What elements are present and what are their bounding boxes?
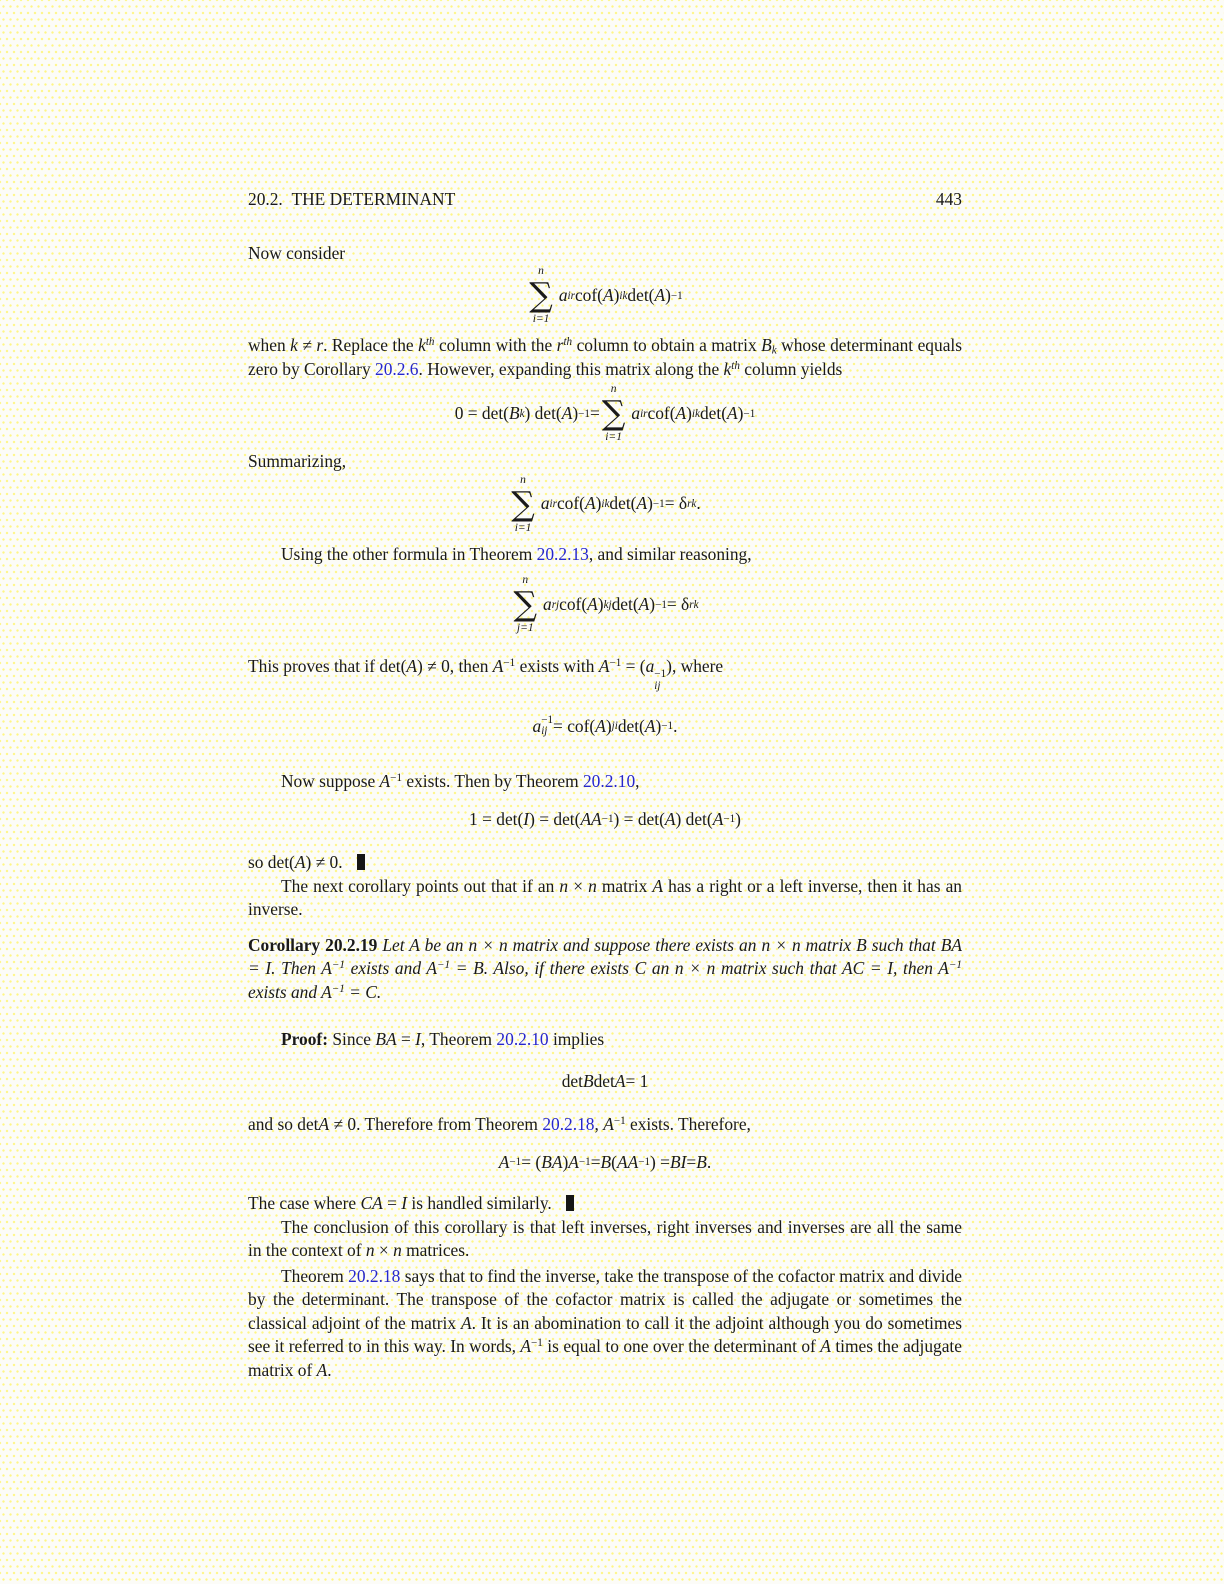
sup-sub-stack: −1 ij — [654, 668, 667, 692]
paragraph-so-det-nonzero: so det(A) ≠ 0. — [248, 851, 962, 875]
sum-operator: n ∑ i=1 — [529, 265, 553, 325]
reference-link[interactable]: 20.2.18 — [542, 1114, 595, 1135]
qed-box — [357, 854, 365, 870]
sup-sub-stack: −1 ij — [541, 713, 554, 738]
running-header — [248, 188, 962, 212]
paragraph-theorem-says: Theorem 20.2.18 says that to find the inverse, take the transpose of the cofactor matrix and divide by the determinant. The transpose of the cofactor matrix is called the adjugate or sometimes the classical adjoint of the matrix A. It is an abomination to call it the adjoint although you do sometimes see it referred to in this way. In words, $A^{-1}$ is equal to one over the determinant of A times the adjugate matrix of A. — [248, 1265, 962, 1380]
equation-det-bk: 0 = det( B k ) det( A ) −1 = n ∑ i=1 a ir cof( A ) ik det( A ) −1 — [454, 383, 756, 443]
paragraph-next-corollary: The next corollary points out that if an n × n matrix A has a right or a left inverse, then it has an inverse. — [248, 875, 962, 920]
page-number: 443 — [935, 189, 962, 209]
qed-box — [566, 1195, 574, 1211]
sum-operator: n ∑ j=1 — [513, 574, 538, 635]
reference-link[interactable]: 20.2.6 — [375, 358, 419, 379]
equation-cofactor-sum: n ∑ i=1 a ir cof( A ) ik det( A ) −1 — [529, 265, 683, 325]
sigma-symbol: ∑ — [529, 275, 553, 315]
paragraph-proof: Proof: Since BA = I, Theorem 20.2.10 implies — [281, 1029, 605, 1050]
sum-operator: n ∑ i=1 — [511, 473, 535, 534]
paragraph-and-so: and so detA ≠ 0. Therefore from Theorem 20.2.18, $A^{-1}$ exists. Therefore, — [248, 1114, 751, 1135]
equation-sum-j-delta: n ∑ j=1 a rj cof( A ) kj det( A ) −1 = δ rk — [513, 574, 699, 635]
reference-link[interactable]: 20.2.18 — [348, 1265, 401, 1286]
equation-det-identity: 1 = det( I ) = det( AA −1 ) = det( A ) det( A −1 ) — [469, 808, 741, 829]
sigma-symbol: ∑ — [511, 483, 535, 523]
paragraph-using-other-formula: Using the other formula in Theorem 20.2.13, and similar reasoning, — [281, 543, 752, 564]
equation-inverse-chain: A −1 = ( BA ) A −1 = B ( AA −1 ) = BI = B . — [498, 1151, 712, 1172]
corollary-20-2-19: Corollary 20.2.19 Let A be an n × n matrix and suppose there exists an n × n matrix B such that BA = I. Then $A^{-1}$ exists and $A^{-1} = B$. Also, if there exists C an n × n matrix such that AC = I, then $A^{-1}$ exists and $A^{-1} = C$. — [248, 934, 962, 1002]
reference-link[interactable]: 20.2.13 — [536, 543, 589, 564]
paragraph-now-consider: Now consider — [248, 242, 346, 263]
paragraph-this-proves: This proves that if det(A) ≠ 0, then $A^{-1}$ exists with $A^{-1} = (a$ −1 ij ), where — [248, 656, 724, 692]
equation-aij-inverse: a −1 ij = cof( A ) ji det( A ) −1 . — [532, 713, 678, 738]
paragraph-summarizing: Summarizing, — [248, 451, 347, 472]
equation-detb-deta: det B det A = 1 — [561, 1070, 649, 1091]
document-page — [248, 188, 962, 1382]
paragraph-case-ca: The case where CA = I is handled similarly. — [248, 1192, 962, 1216]
sigma-symbol: ∑ — [601, 393, 626, 433]
paragraph-now-suppose: Now suppose $A^{-1}$ exists. Then by Theorem 20.2.10, — [281, 771, 640, 792]
sum-operator: n ∑ i=1 — [601, 383, 626, 443]
section-title: 20.2. THE DETERMINANT — [248, 189, 456, 209]
paragraph-conclusion: The conclusion of this corollary is that left inverses, right inverses and inverses are all the same in the context of n × n matrices. — [248, 1216, 962, 1261]
paragraph-when-k-neq-r: when k ≠ r. Replace the $k^{th}$ column with the $r^{th}$ column to obtain a matrix $B_k$ whose determinant equals zero by Corollary 20.2.6. However, expanding this matrix along the $k^{th}$ column yields — [248, 335, 963, 379]
sigma-symbol: ∑ — [513, 584, 538, 624]
equation-sum-delta: n ∑ i=1 a ir cof( A ) ik det( A ) −1 = δ rk . — [511, 473, 701, 534]
reference-link[interactable]: 20.2.10 — [496, 1029, 549, 1050]
reference-link[interactable]: 20.2.10 — [582, 771, 636, 792]
